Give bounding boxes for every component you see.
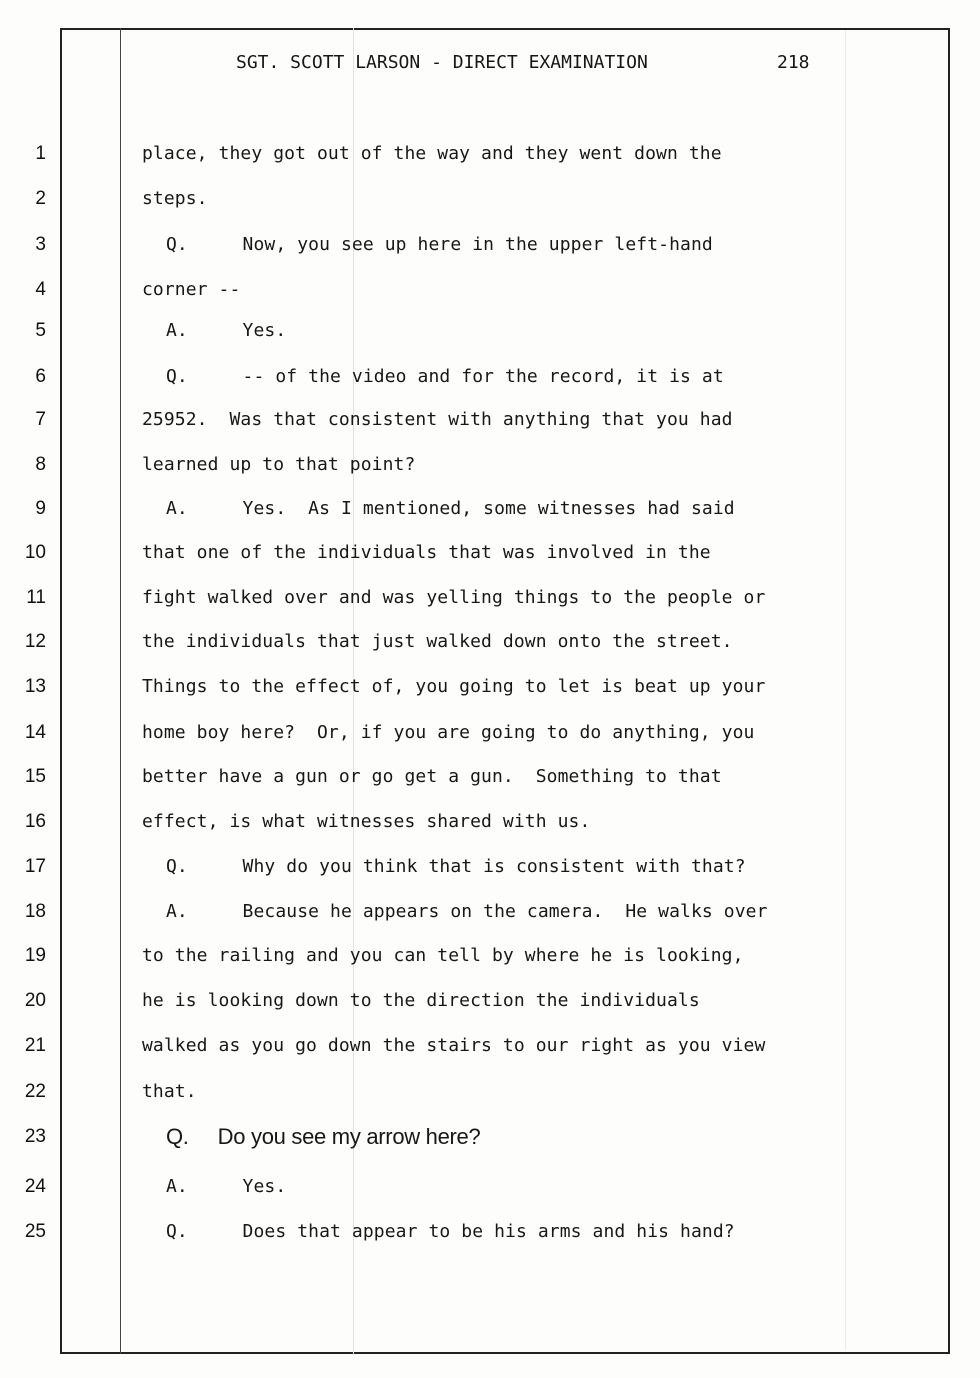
- line-number: 8: [35, 454, 46, 475]
- line-number: 11: [26, 587, 46, 608]
- transcript-line: better have a gun or go get a gun. Something to that: [142, 766, 722, 787]
- transcript-line: corner --: [142, 279, 241, 300]
- transcript-line: A. Yes.: [166, 1176, 287, 1197]
- transcript-line: he is looking down to the direction the individuals: [142, 990, 700, 1011]
- line-number: 4: [35, 279, 46, 300]
- line-number: 22: [24, 1081, 46, 1102]
- bleed-through-rule: [845, 30, 846, 1350]
- transcript-line: Q. Why do you think that is consistent with that?: [166, 856, 746, 877]
- line-number: 18: [24, 901, 46, 922]
- page-number: 218: [777, 52, 810, 73]
- line-number: 5: [35, 320, 46, 341]
- transcript-line: Q. Now, you see up here in the upper left-hand: [166, 234, 713, 255]
- line-number: 16: [24, 811, 46, 832]
- line-number: 17: [24, 856, 46, 877]
- line-number: 10: [24, 542, 46, 563]
- line-number: 20: [24, 990, 46, 1011]
- line-number: 15: [24, 766, 46, 787]
- transcript-line: to the railing and you can tell by where he is looking,: [142, 945, 744, 966]
- transcript-line: place, they got out of the way and they went down the: [142, 143, 722, 164]
- transcript-line: learned up to that point?: [142, 454, 416, 475]
- line-number: 23: [24, 1126, 46, 1147]
- transcript-line: Q. Do you see my arrow here?: [166, 1124, 481, 1149]
- line-number: 3: [35, 234, 46, 255]
- page-title: SGT. SCOTT LARSON - DIRECT EXAMINATION: [236, 52, 648, 73]
- line-number: 24: [24, 1176, 46, 1197]
- transcript-line: walked as you go down the stairs to our right as you view: [142, 1035, 766, 1056]
- transcript-line: home boy here? Or, if you are going to do anything, you: [142, 722, 755, 743]
- line-number-margin-rule: [120, 28, 121, 1354]
- transcript-line: effect, is what witnesses shared with us.: [142, 811, 591, 832]
- transcript-line: steps.: [142, 188, 208, 209]
- transcript-line: A. Because he appears on the camera. He walks over: [166, 901, 768, 922]
- transcript-line: A. Yes.: [166, 320, 287, 341]
- transcript-line: Q. -- of the video and for the record, it is at: [166, 366, 724, 387]
- line-number: 9: [35, 498, 46, 519]
- transcript-line: fight walked over and was yelling things to the people or: [142, 587, 766, 608]
- transcript-line: that one of the individuals that was involved in the: [142, 542, 711, 563]
- line-number: 19: [24, 945, 46, 966]
- transcript-line: 25952. Was that consistent with anything that you had: [142, 409, 733, 430]
- line-number: 12: [24, 631, 46, 652]
- transcript-line: A. Yes. As I mentioned, some witnesses had said: [166, 498, 735, 519]
- transcript-line: Q. Does that appear to be his arms and his hand?: [166, 1221, 735, 1242]
- transcript-line: that.: [142, 1081, 197, 1102]
- line-number: 2: [35, 188, 46, 209]
- line-number: 25: [24, 1221, 46, 1242]
- line-number: 6: [35, 366, 46, 387]
- transcript-line: Things to the effect of, you going to let is beat up your: [142, 676, 766, 697]
- line-number: 13: [24, 676, 46, 697]
- line-number: 7: [35, 409, 46, 430]
- line-number: 14: [24, 722, 46, 743]
- line-number: 21: [24, 1035, 46, 1056]
- line-number: 1: [35, 143, 46, 164]
- transcript-line: the individuals that just walked down onto the street.: [142, 631, 733, 652]
